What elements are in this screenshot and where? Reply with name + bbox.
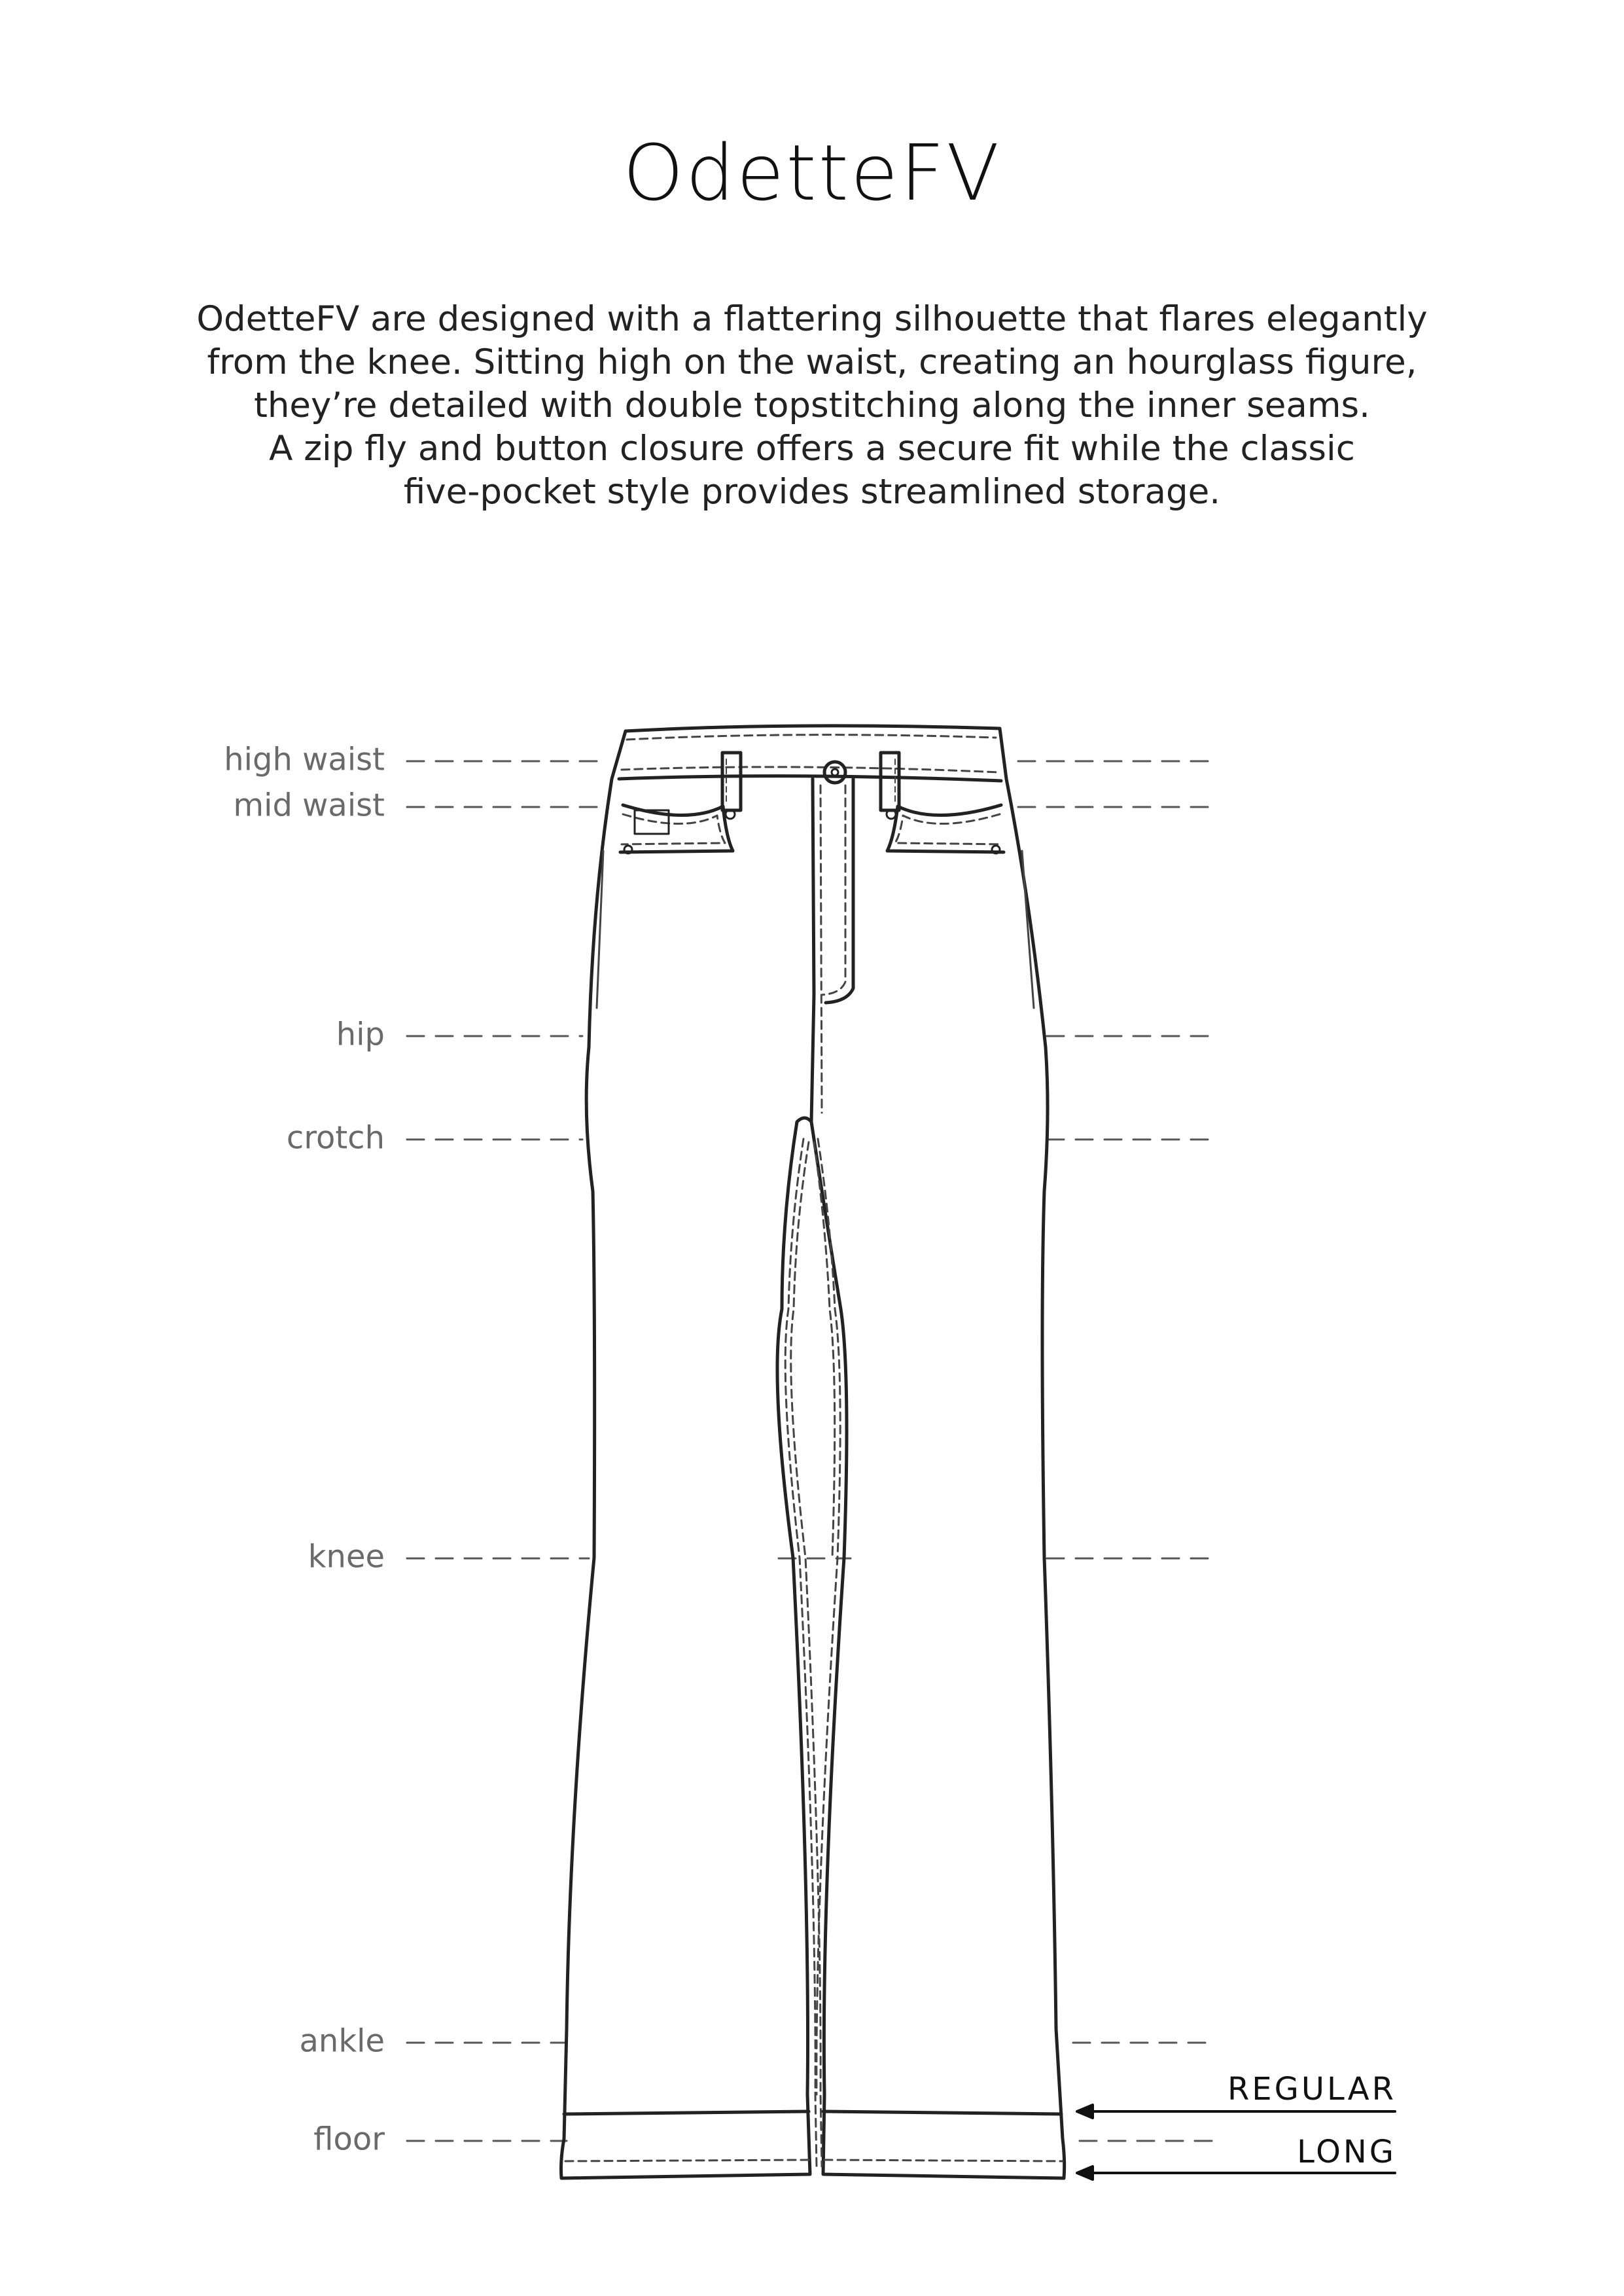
description-line: five-pocket style provides streamlined storage. [403, 472, 1221, 512]
front-pocket-right-stitch [895, 814, 1002, 844]
fly-stitch [822, 785, 845, 995]
description-line: A zip fly and button closure offers a secure fit while the classic [269, 429, 1355, 469]
hem-right [823, 2111, 1061, 2114]
page-title: OdetteFV [622, 128, 1002, 218]
fly-seam [826, 779, 853, 1003]
front-pocket-left-stitch [622, 814, 725, 844]
hem-stitch-left [565, 2160, 809, 2161]
description-line: OdetteFV are designed with a flattering silhouette that flares elegantly [196, 299, 1428, 339]
long-arrow-head [1077, 2166, 1093, 2179]
hem-left [564, 2111, 809, 2114]
length-regular: REGULAR [1227, 2071, 1396, 2108]
waistband-stitch-bottom [622, 767, 999, 772]
button-center [832, 769, 838, 776]
label-knee: knee [308, 1538, 385, 1575]
button [824, 762, 845, 783]
hem-stitch-right [824, 2160, 1063, 2161]
length-long: LONG [1297, 2134, 1396, 2170]
measurement-guides [407, 761, 1217, 2141]
label-hip: hip [336, 1016, 385, 1053]
label-floor: floor [313, 2121, 385, 2158]
belt-loop-right [881, 753, 899, 810]
regular-arrow-head [1077, 2105, 1093, 2118]
label-mid-waist: mid waist [233, 787, 385, 824]
label-ankle: ankle [299, 2022, 385, 2060]
description-line: from the knee. Sitting high on the waist, creating an hourglass figure, [207, 342, 1417, 382]
center-stitch [821, 785, 822, 1113]
inseam-left-stitch-outer [785, 1139, 817, 2166]
fly-front [811, 779, 814, 1122]
front-pocket-right [887, 805, 1004, 852]
label-crotch: crotch [286, 1119, 385, 1157]
belt-loop-left [722, 753, 741, 810]
description-line: they’re detailed with double topstitching along the inner seams. [254, 386, 1370, 425]
waistband-stitch-top [627, 735, 996, 740]
waistband-bottom [619, 776, 1001, 781]
label-high-waist: high waist [224, 741, 385, 778]
front-pocket-left [620, 805, 733, 852]
